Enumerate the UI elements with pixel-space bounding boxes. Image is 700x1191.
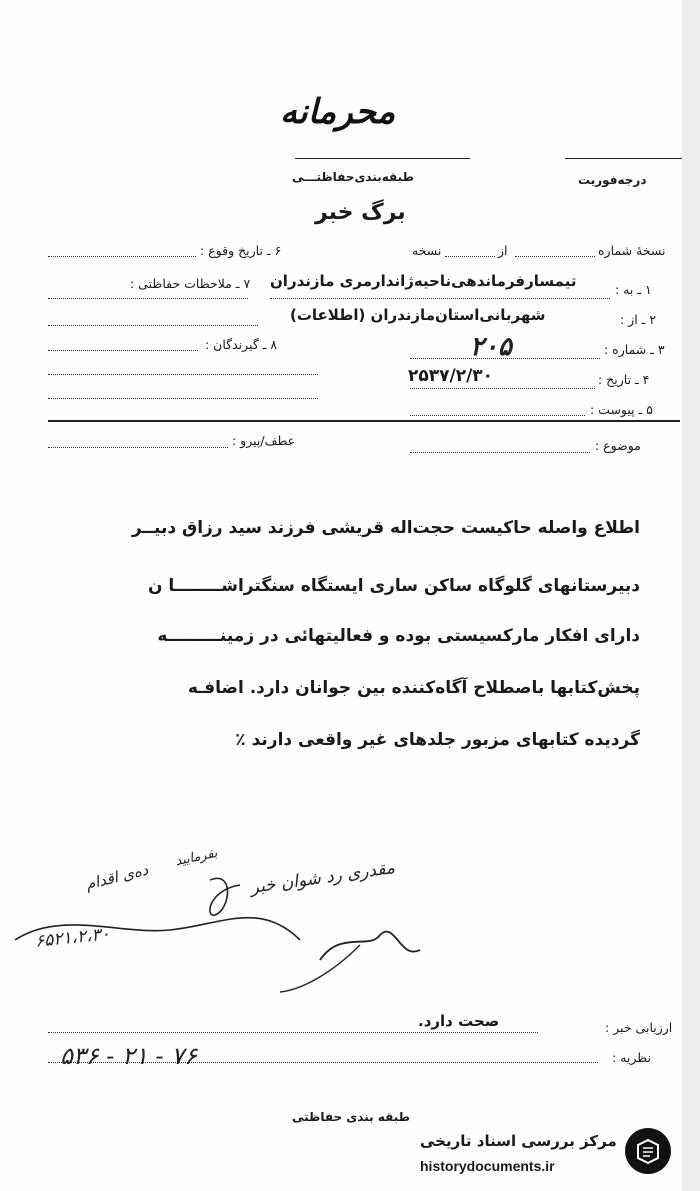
- item3-label: ۳ ـ شماره :: [604, 342, 665, 357]
- item1-label: ۱ ـ به :: [615, 282, 652, 297]
- item2-line-left: [48, 325, 258, 326]
- item4-label: ۴ ـ تاریخ :: [598, 372, 650, 387]
- copy-number-line: [515, 256, 595, 257]
- item7-line: [48, 298, 248, 299]
- watermark-name: مرکز بررسی اسناد تاریخی: [420, 1132, 617, 1150]
- opinion-value: ۵۳۶ - ۲۱ - ۷۶: [60, 1042, 197, 1070]
- handwritten-note-2: بفرمایید: [173, 845, 219, 870]
- body-line-2: دبیرستانهای گلوگاه ساکن ساری ایستگاه سنگتراشــــــــا ن: [147, 576, 640, 596]
- urgency-label: درجه‌فوریت: [578, 173, 647, 187]
- header-divider: [295, 158, 470, 159]
- from-line: [445, 256, 495, 257]
- scan-edge: [682, 0, 700, 1191]
- item8-label: ۸ ـ گیرندگان :: [205, 337, 278, 352]
- footer-classification: طبقه بندی حفاظتی: [292, 1110, 410, 1124]
- item1-line: [270, 298, 610, 299]
- body-line-1: اطلاع واصله حاکیست حجت‌اله قریشی فرزند سید رزاق دبیــر: [131, 518, 640, 538]
- urgency-divider: [565, 158, 685, 159]
- handwritten-date: ۶۵۲۱،۲،۳۰: [34, 924, 111, 952]
- recipients-line-1: [48, 374, 318, 375]
- item6-line: [48, 256, 196, 257]
- handwritten-note-3: ده‌ی اقدام: [83, 860, 150, 894]
- item5-line: [410, 415, 585, 416]
- item3-value: ۲۰۵: [470, 332, 512, 362]
- ref-line: [48, 447, 228, 448]
- item4-line: [410, 388, 595, 389]
- opinion-line: [48, 1062, 598, 1063]
- classification-label: طبقه‌بندی‌حفاظتـــی: [292, 170, 414, 184]
- item5-label: ۵ ـ پیوست :: [590, 402, 653, 417]
- item3-line: [410, 358, 600, 359]
- evaluation-line: [48, 1032, 538, 1033]
- evaluation-value: صحت دارد.: [418, 1012, 500, 1030]
- from-label: از: [498, 243, 508, 258]
- item2-label: ۲ ـ از :: [620, 312, 657, 327]
- body-line-3: دارای افکار مارکسیستی بوده و فعالیتهائی در زمینـــــــــه: [157, 626, 640, 646]
- copy-label: نسخه: [412, 243, 442, 258]
- item8-line: [48, 350, 198, 351]
- subject-label: موضوع :: [595, 438, 641, 453]
- item6-label: ۶ ـ تاریخ وقوع :: [200, 243, 282, 258]
- recipients-line-2: [48, 398, 318, 399]
- page-title: محرمانه: [280, 92, 396, 132]
- signature-scribble: [0, 840, 480, 1000]
- ref-label: عطف/پیرو :: [232, 433, 296, 448]
- form-title: برگ خبر: [315, 200, 406, 225]
- handwritten-note-1: مقدری رد شوان خبر: [249, 857, 397, 899]
- item4-value: ۲۵۳۷/۲/۳۰: [408, 366, 494, 386]
- item1-value: تیمسارفرماندهی‌ناحیه‌ژاندارمری مازندران: [270, 272, 577, 290]
- body-line-4: پخش‌کتابها باصطلاح آگاه‌کننده بین جوانان دارد. اضافـه: [187, 678, 640, 698]
- copy-number-label: نسخهٔ شماره: [598, 243, 666, 258]
- body-line-5: گردیده کتابهای مزبور جلدهای غیر واقعی دارند ٪: [235, 730, 640, 750]
- item7-label: ۷ ـ ملاحظات حفاظتی :: [130, 276, 251, 291]
- opinion-label: نظریه :: [612, 1050, 651, 1065]
- watermark-site: historydocuments.ir: [420, 1158, 555, 1174]
- item2-value: شهربانی‌استان‌مازندران (اطلاعات): [290, 306, 546, 324]
- fields-divider: [48, 420, 680, 422]
- subject-line: [410, 452, 590, 453]
- watermark-logo-icon: [625, 1128, 671, 1174]
- evaluation-label: ارزیابی خبر :: [605, 1020, 673, 1035]
